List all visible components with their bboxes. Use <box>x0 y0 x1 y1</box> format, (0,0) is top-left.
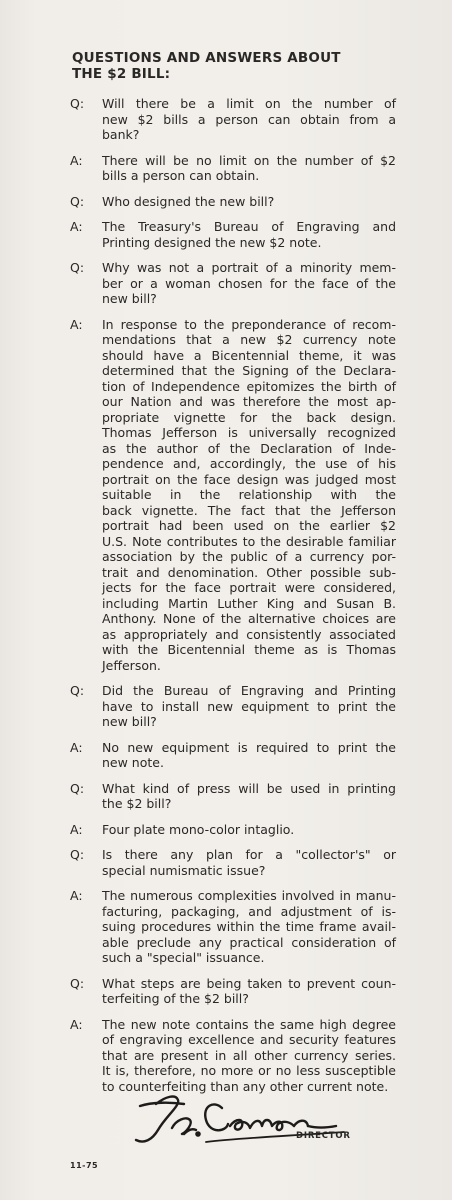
director-signature <box>118 1090 358 1150</box>
answer-item <box>70 219 396 250</box>
text-line: including Martin Luther King and Susan B. <box>102 595 396 611</box>
text-line: pendence and, accordingly, the use of his <box>102 456 396 471</box>
text-line: with the Bicentennial theme as is Thomas <box>102 642 396 657</box>
answer-label: A: <box>70 888 83 903</box>
answer-text <box>102 822 396 838</box>
title-line-1: QUESTIONS AND ANSWERS ABOUT <box>72 50 341 66</box>
question-label: Q: <box>70 780 85 796</box>
text-line: as appropriately and consistently associated <box>102 626 396 642</box>
text-line: tion of Independence epitomizes the birth of <box>102 378 396 394</box>
text-line: No new equipment is required to print the <box>102 739 396 755</box>
question-label: Q: <box>70 260 85 275</box>
text-line: that are present in all other currency series. <box>102 1047 396 1063</box>
answer-text <box>102 888 396 966</box>
answer-text <box>102 317 396 674</box>
text-line: special numismatic issue? <box>102 862 266 878</box>
question-text <box>102 976 396 1007</box>
text-line: Why was not a portrait of a minority mem- <box>102 260 396 275</box>
question-item <box>70 781 396 812</box>
text-line: Thomas Jefferson is universally recognized <box>102 425 396 440</box>
title-line-2: THE $2 BILL: <box>72 66 171 82</box>
text-line: The Treasury's Bureau of Engraving and <box>102 219 396 234</box>
text-line: Who designed the new bill? <box>102 193 275 209</box>
text-line: bank? <box>102 127 140 142</box>
text-line: The new note contains the same high degree <box>102 1016 396 1032</box>
question-text <box>102 260 396 307</box>
text-line: In response to the preponderance of recom- <box>102 316 396 332</box>
text-line: bills a person can obtain. <box>102 168 260 183</box>
signature-title: DIRECTOR <box>296 1131 351 1141</box>
answer-text <box>102 1017 396 1095</box>
text-line: our Nation and was therefore the most ap- <box>102 394 396 409</box>
answer-label: A: <box>70 821 83 837</box>
text-line: to counterfeiting than any other current note. <box>102 1078 389 1094</box>
text-line: Jefferson. <box>102 657 161 673</box>
question-label: Q: <box>70 847 85 862</box>
answer-text <box>102 740 396 771</box>
question-text <box>102 96 396 143</box>
question-text <box>102 847 396 878</box>
answer-item <box>70 153 396 184</box>
answer-label: A: <box>70 1016 83 1032</box>
text-line: trait and denomination. Other possible sub- <box>102 564 396 580</box>
text-line: the $2 bill? <box>102 796 172 811</box>
document-title <box>72 50 402 82</box>
text-line: propriate vignette for the back design. <box>102 409 396 425</box>
text-line: terfeiting of the $2 bill? <box>102 991 249 1006</box>
answer-label: A: <box>70 739 83 755</box>
qa-list <box>70 96 396 1104</box>
text-line: new bill? <box>102 714 157 729</box>
text-line: U.S. Note contributes to the desirable familiar <box>102 533 396 549</box>
text-line: as the author of the Declaration of Inde- <box>102 440 396 456</box>
text-line: suing procedures within the time frame avail- <box>102 919 396 934</box>
question-text <box>102 683 396 730</box>
text-line: new $2 bills a person can obtain from a <box>102 111 396 127</box>
text-line: back vignette. The fact that the Jefferson <box>102 502 396 518</box>
answer-label: A: <box>70 219 83 234</box>
text-line: The numerous complexities involved in manu- <box>102 888 396 903</box>
text-line: ber or a woman chosen for the face of the <box>102 275 396 291</box>
question-label: Q: <box>70 975 85 991</box>
question-item <box>70 976 396 1007</box>
text-line: have to install new equipment to print the <box>102 698 396 714</box>
text-line: Is there any plan for a "collector's" or <box>102 847 396 862</box>
answer-text <box>102 153 396 184</box>
answer-label: A: <box>70 316 83 332</box>
text-line: Did the Bureau of Engraving and Printing <box>102 683 396 698</box>
text-line: mendations that a new $2 currency note <box>102 332 396 347</box>
answer-text <box>102 219 396 250</box>
text-line: of engraving excellence and security features <box>102 1032 396 1047</box>
text-line: jects for the face portrait were considered, <box>102 580 396 595</box>
text-line: such a "special" issuance. <box>102 950 265 965</box>
form-code: 11-75 <box>70 1161 99 1170</box>
text-line: Anthony. None of the alternative choices are <box>102 611 396 626</box>
text-line: What steps are being taken to prevent coun- <box>102 975 396 991</box>
text-line: Printing designed the new $2 note. <box>102 234 322 250</box>
question-item <box>70 260 396 307</box>
text-line: should have a Bicentennial theme, it was <box>102 347 396 363</box>
question-label: Q: <box>70 193 85 209</box>
question-item <box>70 96 396 143</box>
answer-item <box>70 888 396 966</box>
text-line: Four plate mono-color intaglio. <box>102 821 295 837</box>
text-line: association by the public of a currency por- <box>102 549 396 564</box>
text-line: suitable in the relationship with the <box>102 487 396 502</box>
question-label: Q: <box>70 683 85 698</box>
question-item <box>70 194 396 210</box>
text-line: facturing, packaging, and adjustment of is- <box>102 903 396 919</box>
question-item <box>70 847 396 878</box>
text-line: portrait on the face design was judged most <box>102 471 396 487</box>
answer-label: A: <box>70 152 83 168</box>
question-label: Q: <box>70 96 85 111</box>
answer-item <box>70 1017 396 1095</box>
text-line: There will be no limit on the number of $2 <box>102 152 396 168</box>
answer-item <box>70 740 396 771</box>
question-item <box>70 683 396 730</box>
text-line: What kind of press will be used in printing <box>102 780 396 796</box>
text-line: new note. <box>102 755 164 770</box>
answer-item <box>70 822 396 838</box>
text-line: portrait had been used on the earlier $2 <box>102 518 396 533</box>
text-line: new bill? <box>102 291 157 306</box>
question-text <box>102 194 396 210</box>
text-line: determined that the Signing of the Declara- <box>102 363 396 378</box>
answer-item <box>70 317 396 674</box>
question-text <box>102 781 396 812</box>
text-line: able preclude any practical consideration of <box>102 934 396 950</box>
text-line: Will there be a limit on the number of <box>102 96 396 111</box>
text-line: It is, therefore, no more or no less susceptible <box>102 1063 396 1078</box>
